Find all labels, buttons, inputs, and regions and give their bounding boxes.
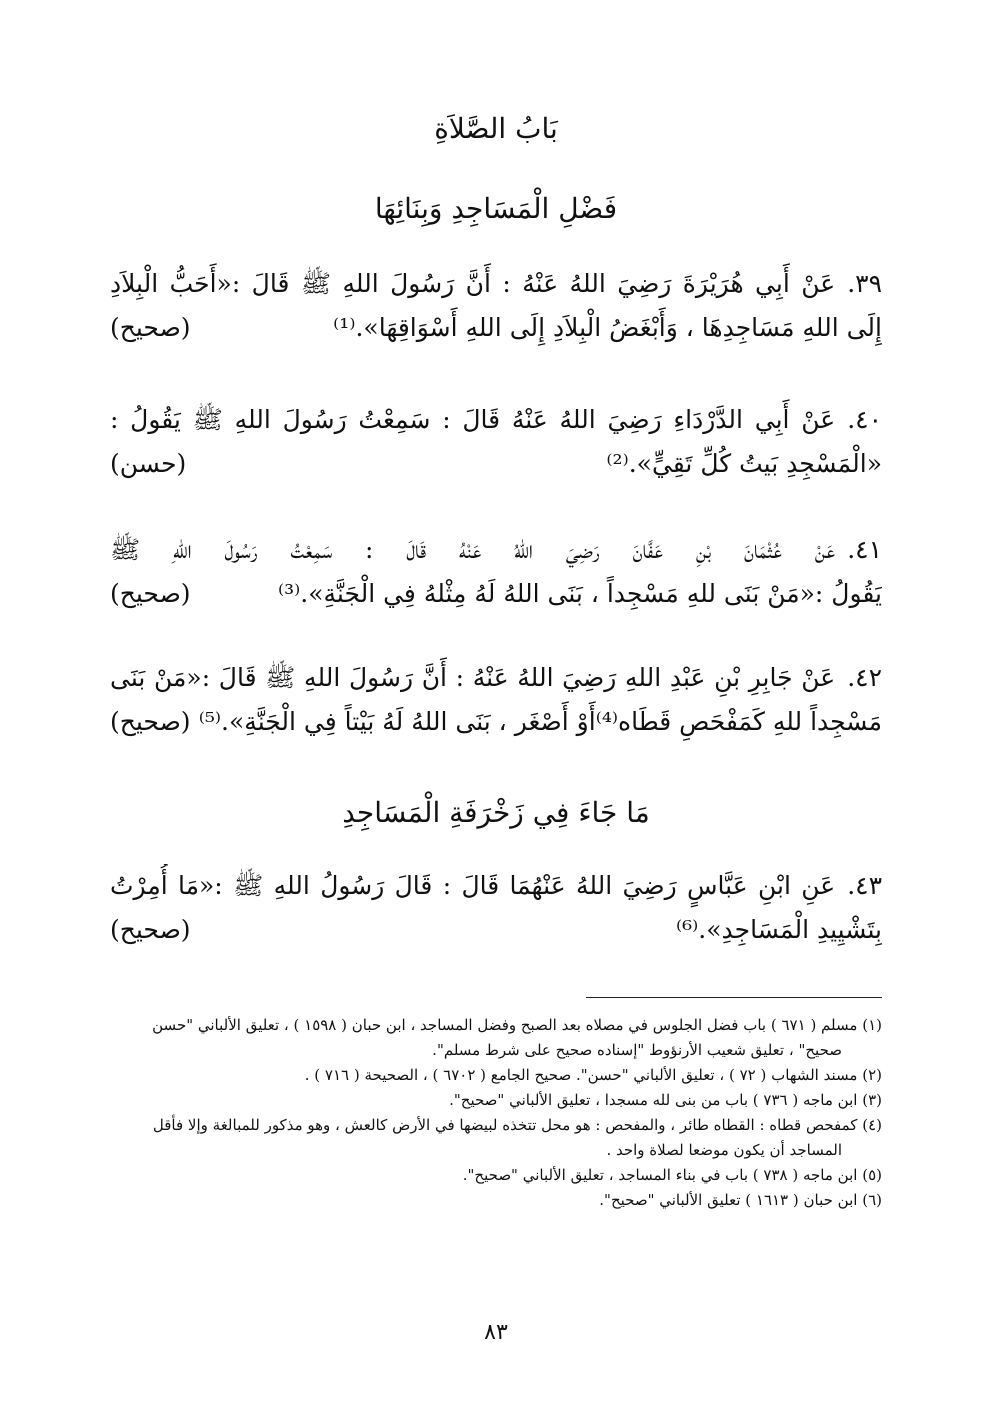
footnote-text: مسند الشهاب ( ٧٢ ) ، تعليق الألباني "حسن". صحيح الجامع ( ٦٧٠٢ ) ، الصحيحة ( ٧١٦ ) .: [304, 1066, 858, 1084]
hadith-line: [110, 656, 882, 700]
hadith-text: إِلَى اللهِ مَسَاجِدِهَا ، وَأَبْغَضُ الْبِلاَدِ إِلَى اللهِ أَسْوَاقِهَا».⁽¹⁾: [333, 313, 882, 342]
hadith-number: ٤٢.: [847, 663, 882, 692]
hadith-line: [110, 262, 882, 306]
hadith-40: [110, 398, 882, 486]
hadith-line: [110, 572, 882, 616]
subsection-title: مَا جَاءَ فِي زَخْرَفَةِ الْمَسَاجِدِ: [342, 796, 650, 829]
hadith-number: ٣٩.: [847, 269, 882, 298]
hadith-text: مَسْجِداً للهِ كَمَفْحَصِ قَطَاه⁽⁴⁾أَوْ أَصْغَر ، بَنَى اللهُ لَهُ بَيْتاً فِي الْجَنَّةِ».⁽⁵⁾: [198, 707, 882, 736]
footnote-text: كمفحص قطاه : القطاه طائر ، والمفحص : هو محل تتخذه لبيضها في الأرض كالعش ، وهو مذكور للمبالغة وإلا فأقل: [152, 1116, 858, 1134]
footnote-label: (٣): [862, 1091, 882, 1109]
hadith-line: [110, 306, 882, 350]
hadith-line: [110, 864, 882, 908]
grade-label: (صحيح): [110, 908, 197, 952]
hadith-text: «الْمَسْجِدِ بَيتُ كُلِّ تَقِيٍّ».⁽²⁾: [606, 449, 882, 478]
footnote-continuation: المساجد أن يكون موضعا لصلاة واحد .: [606, 1141, 842, 1159]
grade-label: (صحيح): [110, 306, 197, 350]
footnote-label: (٤): [862, 1116, 882, 1134]
footnotes: [110, 1013, 882, 1213]
grade-label: (حسن): [110, 442, 192, 486]
hadith-text: عَنْ جَابِرِ بْنِ عَبْدِ اللهِ رَضِيَ اللهُ عَنْهُ : أَنَّ رَسُولَ اللهِ ﷺ قَالَ :«مَنْ بَنَى: [110, 663, 836, 692]
hadith-line: [110, 528, 882, 572]
footnote: [110, 1188, 882, 1213]
footnote-label: (٢): [862, 1066, 882, 1084]
footnote-text: ابن ماجه ( ٧٣٨ ) باب في بناء المساجد ، تعليق الألباني "صحيح".: [462, 1166, 858, 1184]
chapter-title: بَابُ الصَّلاَةِ: [434, 112, 558, 145]
footnote-continuation: صحيح" ، تعليق شعيب الأرنؤوط "إسناده صحيح على شرط مسلم".: [432, 1041, 842, 1059]
footnote: [110, 1063, 882, 1088]
hadith-number: ٤١.: [847, 535, 882, 564]
hadith-41: [110, 528, 882, 616]
footnote-label: (١): [862, 1016, 882, 1034]
hadith-line: [110, 398, 882, 442]
hadith-number: ٤٣.: [847, 871, 882, 900]
hadith-line: [110, 908, 882, 952]
hadith-43: [110, 864, 882, 952]
page-number: ٨٣: [484, 1320, 508, 1345]
grade-label: (صحيح): [110, 700, 197, 744]
footnote-label: (٦): [862, 1191, 882, 1209]
footnote: [110, 1013, 882, 1063]
section-title: فَضْلِ الْمَسَاجِدِ وَبِنَائِهَا: [374, 192, 618, 225]
hadith-39: [110, 262, 882, 350]
hadith-text: يَقُولُ :«مَنْ بَنَى للهِ مَسْجِداً ، بَنَى اللهُ لَهُ مِثْلهُ فِي الْجَنَّةِ».⁽³⁾: [277, 579, 882, 608]
footnote-text: ابن حبان ( ١٦١٣ ) تعليق الألباني "صحيح".: [599, 1191, 858, 1209]
grade-label: (صحيح): [110, 572, 197, 616]
hadith-line: [110, 442, 882, 486]
footnote-label: (٥): [862, 1166, 882, 1184]
footnote: [110, 1113, 882, 1163]
book-page: [110, 0, 882, 1403]
footnote-text: مسلم ( ٦٧١ ) باب فضل الجلوس في مصلاه بعد الصبح وفضل المساجد ، ابن حبان ( ١٥٩٨ ) ، تعليق الألباني "حسن: [152, 1016, 858, 1034]
footnote-divider: [586, 997, 882, 998]
hadith-text: عَنْ أَبِي الدَّرْدَاءِ رَضِيَ اللهُ عَنْهُ قَالَ : سَمِعْتُ رَسُولَ اللهِ ﷺ يَقُولُ :: [110, 405, 836, 434]
hadith-42: [110, 656, 882, 744]
hadith-text: بِتَشْيِيدِ الْمَسَاجِدِ».⁽⁶⁾: [675, 915, 882, 944]
hadith-text: عَنِ ابْنِ عَبَّاسٍ رَضِيَ اللهُ عَنْهُمَا قَالَ : قَالَ رَسُولُ اللهِ ﷺ :«مَا أُمِرْتُ: [110, 871, 836, 900]
hadith-text: عَنْ عُثْمَانَ بْنِ عَفَّانَ رَضِيَ اللهُ عَنْهُ قَالَ : سَمِعْتُ رَسُولَ اللهِ ﷺ: [110, 535, 836, 564]
footnote-text: ابن ماجه ( ٧٣٦ ) باب من بنى لله مسجدا ، تعليق الألباني "صحيح".: [449, 1091, 858, 1109]
footnote: [110, 1163, 882, 1188]
footnote: [110, 1088, 882, 1113]
hadith-number: ٤٠.: [847, 405, 882, 434]
hadith-text: عَنْ أَبِي هُرَيْرَةَ رَضِيَ اللهُ عَنْهُ : أَنَّ رَسُولَ اللهِ ﷺ قَالَ :«أَحَبُّ الْبِلاَدِ: [110, 269, 836, 298]
hadith-line: [110, 700, 882, 744]
